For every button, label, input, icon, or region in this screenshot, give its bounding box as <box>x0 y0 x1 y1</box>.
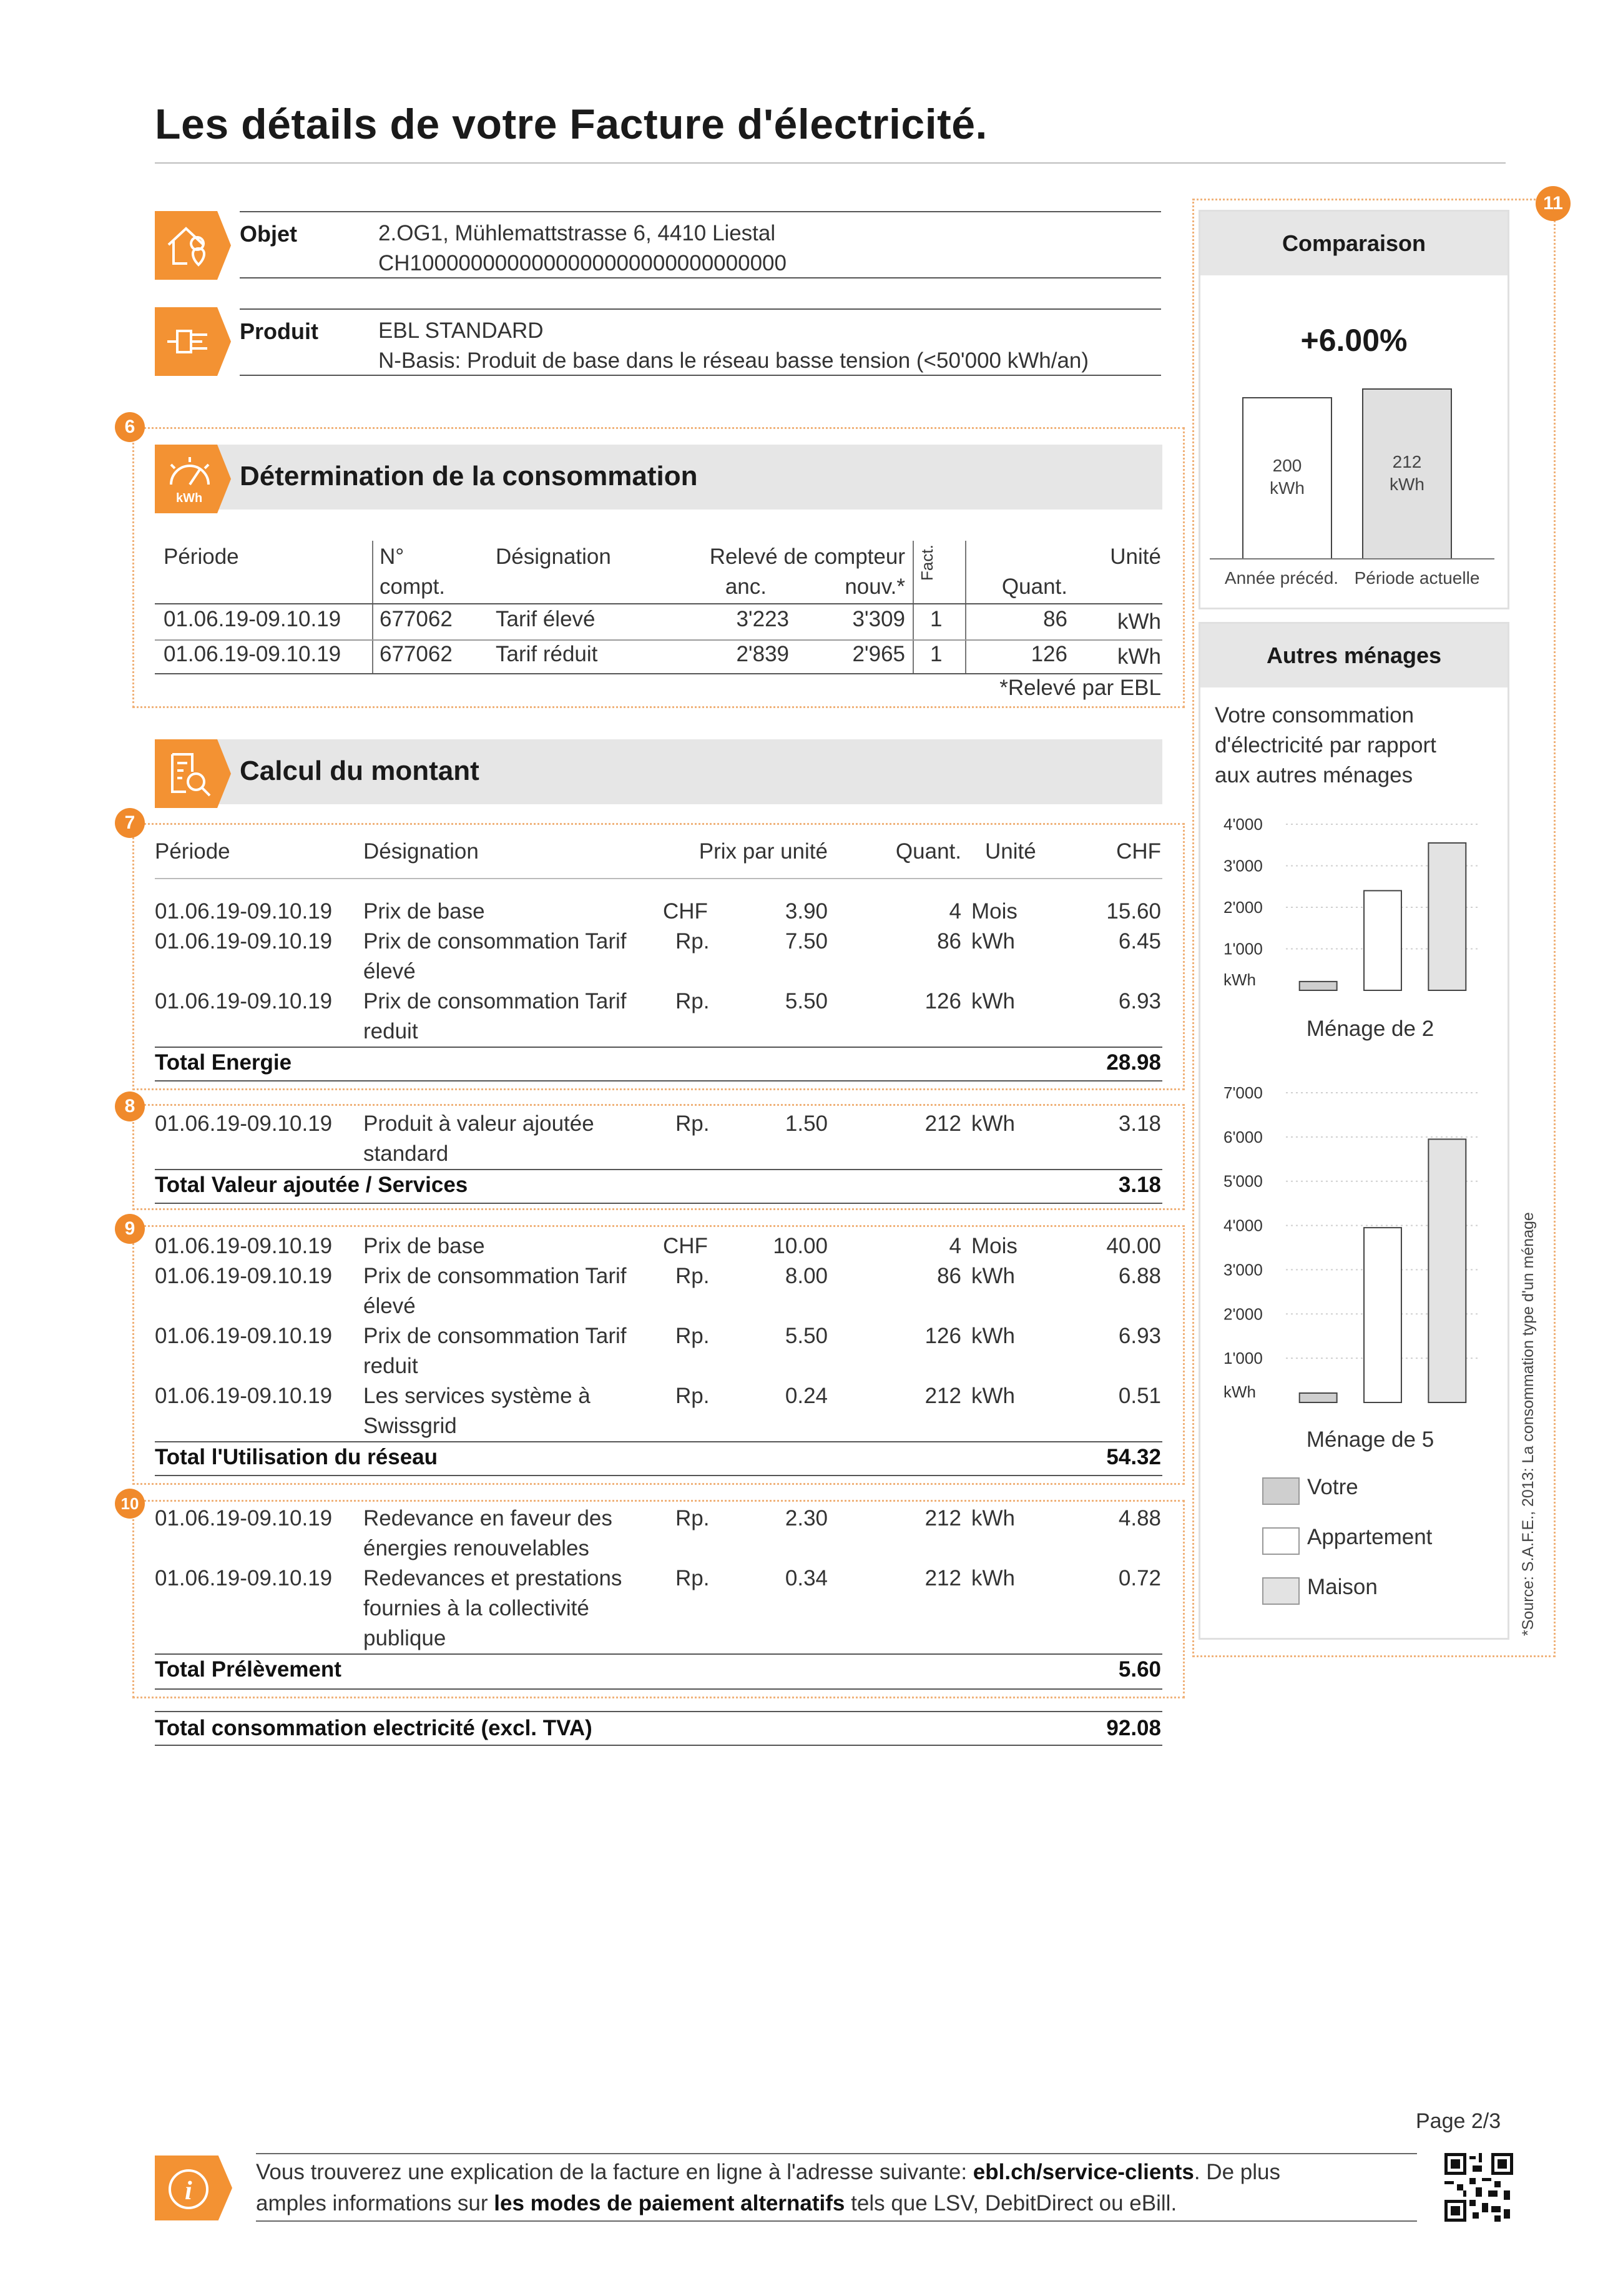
total-services-value: 3.18 <box>1118 1173 1161 1197</box>
cell-quant: 212 <box>924 1506 961 1530</box>
cell-chf: 0.51 <box>1118 1384 1161 1408</box>
col-quant: Quant. <box>1001 574 1067 599</box>
y-tick-label: 4'000 <box>1223 815 1263 834</box>
montant-title: Calcul du montant <box>240 756 479 786</box>
table-rule <box>155 1169 1162 1170</box>
cell-unite: kWh <box>971 1324 1015 1348</box>
col-nouv: nouv.* <box>845 574 905 599</box>
footer-text-part: Vous trouverez une explication de la facture en ligne à l'adresse suivante: <box>256 2160 973 2184</box>
y-tick-label: 3'000 <box>1223 1260 1263 1279</box>
cell-designation-cont: élevé <box>363 959 416 983</box>
autres-description <box>1215 701 1436 791</box>
cell-periode: 01.06.19-09.10.19 <box>155 1384 333 1408</box>
cell-prix: 1.50 <box>785 1111 828 1136</box>
cell-quant: 126 <box>924 989 961 1013</box>
cell-designation: Prix de consommation Tarif <box>363 1324 627 1348</box>
cell-designation-cont: élevé <box>363 1294 416 1318</box>
cell-currency: Rp. <box>675 1566 710 1590</box>
footer-text <box>256 2157 1280 2219</box>
cell-designation: Redevances et prestations <box>363 1566 622 1590</box>
payment-modes-text: les modes de paiement alternatifs <box>494 2191 845 2215</box>
cell-chf: 15.60 <box>1106 899 1161 924</box>
produit-description: N-Basis: Produit de base dans le réseau basse tension (<50'000 kWh/an) <box>378 348 1089 373</box>
y-tick-label: 2'000 <box>1223 898 1263 917</box>
col-compt-1: N° <box>380 544 405 569</box>
cell-periode: 01.06.19-09.10.19 <box>164 607 341 631</box>
grand-total-value: 92.08 <box>1106 1716 1161 1740</box>
table-rule <box>155 1441 1162 1442</box>
total-prelevement-value: 5.60 <box>1118 1657 1161 1682</box>
y-axis-unit: kWh <box>1223 970 1256 989</box>
cell-unite: Mois <box>971 1234 1017 1258</box>
badge-6: 6 <box>115 412 145 442</box>
cell-currency: Rp. <box>675 989 710 1013</box>
badge-7: 7 <box>115 808 145 838</box>
service-clients-link[interactable]: ebl.ch/service-clients <box>973 2160 1194 2184</box>
table-rule <box>155 1688 1162 1690</box>
cell-designation: Tarif élevé <box>496 607 596 631</box>
total-prelevement-label: Total Prélèvement <box>155 1657 341 1682</box>
cell-designation: Tarif réduit <box>496 642 598 666</box>
cell-prix: 2.30 <box>785 1506 828 1530</box>
house-location-icon <box>155 211 231 280</box>
cell-designation-cont: reduit <box>363 1019 418 1043</box>
cell-unite: kWh <box>1117 644 1161 669</box>
cell-chf: 40.00 <box>1106 1234 1161 1258</box>
page-title: Les détails de votre Facture d'électricité. <box>155 101 988 148</box>
qr-code <box>1444 2153 1513 2225</box>
y-tick-label: 2'000 <box>1223 1304 1263 1324</box>
footer-text-part: tels que LSV, DebitDirect ou eBill. <box>845 2191 1177 2215</box>
table-rule <box>155 1475 1162 1476</box>
comparaison-title: Comparaison <box>1200 212 1508 275</box>
table-rule <box>155 639 1162 641</box>
chart-menage-5-title: Ménage de 5 <box>1306 1427 1434 1452</box>
bar-maison <box>1428 1139 1466 1402</box>
cell-periode: 01.06.19-09.10.19 <box>155 1324 333 1348</box>
cell-unite: kWh <box>971 929 1015 953</box>
table-rule <box>155 1047 1162 1048</box>
badge-9: 9 <box>115 1214 145 1244</box>
cell-currency: CHF <box>663 899 708 924</box>
curr-period-label: Période actuelle <box>1354 568 1480 588</box>
curr-period-value: 212 <box>1392 452 1422 471</box>
plug-icon <box>155 307 231 376</box>
cell-fact: 1 <box>930 607 943 631</box>
chart-baseline <box>1210 558 1494 559</box>
total-services-label: Total Valeur ajoutée / Services <box>155 1173 468 1197</box>
legend-swatch-appartement <box>1262 1527 1300 1555</box>
y-tick-label: 4'000 <box>1223 1216 1263 1235</box>
cell-prix: 8.00 <box>785 1264 828 1288</box>
y-tick-label: 5'000 <box>1223 1171 1263 1191</box>
cell-unite: kWh <box>971 1566 1015 1590</box>
col-anc: anc. <box>725 574 767 599</box>
bar-votre <box>1300 1393 1337 1402</box>
svg-text:i: i <box>185 2177 192 2205</box>
col-divider <box>372 541 373 673</box>
description-line: Votre consommation <box>1215 703 1415 727</box>
col-quant: Quant. <box>895 839 961 864</box>
cell-currency: Rp. <box>675 1324 710 1348</box>
cell-unite: kWh <box>971 989 1015 1013</box>
kwh-meter-icon <box>155 445 231 513</box>
objet-address: 2.OG1, Mühlemattstrasse 6, 4410 Liestal <box>378 221 776 245</box>
legend-label: Votre <box>1307 1475 1358 1499</box>
cell-periode: 01.06.19-09.10.19 <box>155 1264 333 1288</box>
description-line: aux autres ménages <box>1215 763 1413 787</box>
cell-designation: Prix de base <box>363 899 485 924</box>
legend-swatch-votre <box>1262 1477 1300 1505</box>
cell-periode: 01.06.19-09.10.19 <box>155 989 333 1013</box>
releve-note: *Relevé par EBL <box>999 676 1161 700</box>
cell-prix: 5.50 <box>785 989 828 1013</box>
cell-designation-cont: standard <box>363 1141 449 1166</box>
col-releve: Relevé de compteur <box>709 544 905 569</box>
cell-compt: 677062 <box>380 607 453 631</box>
cell-designation: Prix de base <box>363 1234 485 1258</box>
badge-10: 10 <box>115 1489 145 1519</box>
cell-currency: Rp. <box>675 929 710 953</box>
page-number: Page 2/3 <box>1416 2109 1501 2133</box>
cell-quant: 4 <box>949 899 961 924</box>
legend-swatch-maison <box>1262 1577 1300 1605</box>
table-rule <box>155 1711 1162 1712</box>
cell-prix: 5.50 <box>785 1324 828 1348</box>
cell-prix: 3.90 <box>785 899 828 924</box>
cell-currency: CHF <box>663 1234 708 1258</box>
cell-currency: Rp. <box>675 1506 710 1530</box>
badge-8: 8 <box>115 1091 145 1121</box>
col-prix: Prix par unité <box>699 839 828 864</box>
bar-appartement <box>1364 1228 1401 1402</box>
cell-periode: 01.06.19-09.10.19 <box>164 642 341 666</box>
bar-appartement <box>1364 890 1401 990</box>
table-rule <box>155 878 1162 879</box>
cell-currency: Rp. <box>675 1111 710 1136</box>
footer-line-2 <box>256 2188 1280 2219</box>
cell-chf: 6.45 <box>1118 929 1161 953</box>
objet-row <box>240 211 1161 278</box>
produit-row <box>240 308 1161 376</box>
cell-designation: Redevance en faveur des <box>363 1506 612 1530</box>
cell-chf: 6.88 <box>1118 1264 1161 1288</box>
cell-unite: kWh <box>971 1506 1015 1530</box>
invoice-search-icon <box>155 739 231 808</box>
y-axis-unit: kWh <box>1223 1382 1256 1401</box>
cell-designation-cont: Swissgrid <box>363 1414 457 1438</box>
y-tick-label: 6'000 <box>1223 1127 1263 1146</box>
footer-text-part: amples informations sur <box>256 2191 494 2215</box>
cell-quant: 212 <box>924 1566 961 1590</box>
col-designation: Désignation <box>496 544 611 569</box>
y-tick-label: 7'000 <box>1223 1083 1263 1102</box>
cell-periode: 01.06.19-09.10.19 <box>155 1234 333 1258</box>
badge-11: 11 <box>1536 186 1571 221</box>
cell-anc: 2'839 <box>736 642 789 666</box>
cell-nouv: 2'965 <box>852 642 905 666</box>
cell-periode: 01.06.19-09.10.19 <box>155 1566 333 1590</box>
y-tick-label: 1'000 <box>1223 939 1263 958</box>
col-compt-2: compt. <box>380 574 446 599</box>
cell-quant: 212 <box>924 1384 961 1408</box>
objet-meter-id: CH1000000000000000000000000000000 <box>378 251 787 275</box>
cell-chf: 6.93 <box>1118 989 1161 1013</box>
cell-designation-cont: reduit <box>363 1354 418 1378</box>
chart-menage-2-title: Ménage de 2 <box>1306 1017 1434 1041</box>
cell-prix: 10.00 <box>773 1234 828 1258</box>
cell-quant: 126 <box>924 1324 961 1348</box>
cell-quant: 86 <box>937 1264 961 1288</box>
chart-menage-2 <box>1223 812 1492 999</box>
cell-quant: 212 <box>924 1111 961 1136</box>
cell-periode: 01.06.19-09.10.19 <box>155 1111 333 1136</box>
col-periode: Période <box>164 544 239 569</box>
cell-unite: Mois <box>971 899 1017 924</box>
curr-period-bar <box>1362 388 1452 559</box>
col-divider <box>965 541 966 673</box>
col-fact: Fact. <box>918 544 936 581</box>
objet-value <box>378 219 787 278</box>
montant-header <box>155 739 1162 804</box>
cell-prix: 7.50 <box>785 929 828 953</box>
footer-line-1 <box>256 2157 1280 2188</box>
prev-year-unit: kWh <box>1270 478 1305 498</box>
cell-unite: kWh <box>971 1384 1015 1408</box>
grand-total-label: Total consommation electricité (excl. TVA) <box>155 1716 592 1740</box>
footer-rule <box>256 2153 1417 2154</box>
cell-designation-cont: publique <box>363 1626 446 1650</box>
title-divider <box>155 162 1506 164</box>
prev-year-value: 200 <box>1272 456 1302 475</box>
table-rule <box>155 673 1162 674</box>
description-line: d'électricité par rapport <box>1215 733 1436 757</box>
produit-value <box>378 316 1089 376</box>
autres-menages-title: Autres ménages <box>1200 624 1508 687</box>
cell-periode: 01.06.19-09.10.19 <box>155 929 333 953</box>
cell-designation: Prix de consommation Tarif <box>363 1264 627 1288</box>
cell-compt: 677062 <box>380 642 453 666</box>
cell-designation: Prix de consommation Tarif <box>363 929 627 953</box>
table-rule <box>155 1080 1162 1081</box>
cell-unite: kWh <box>1117 609 1161 634</box>
cell-quant: 4 <box>949 1234 961 1258</box>
cell-currency: Rp. <box>675 1264 710 1288</box>
cell-prix: 0.34 <box>785 1566 828 1590</box>
cell-nouv: 3'309 <box>852 607 905 631</box>
cell-currency: Rp. <box>675 1384 710 1408</box>
total-energie-value: 28.98 <box>1106 1050 1161 1075</box>
comparaison-change: +6.00% <box>1300 323 1408 358</box>
svg-text:kWh: kWh <box>176 491 203 505</box>
total-reseau-label: Total l'Utilisation du réseau <box>155 1445 438 1469</box>
chart-menage-5 <box>1223 1080 1492 1411</box>
total-energie-label: Total Energie <box>155 1050 292 1075</box>
info-icon <box>155 2156 232 2220</box>
y-tick-label: 1'000 <box>1223 1349 1263 1368</box>
produit-name: EBL STANDARD <box>378 318 544 343</box>
cell-prix: 0.24 <box>785 1384 828 1408</box>
cell-designation: Produit à valeur ajoutée <box>363 1111 594 1136</box>
y-tick-label: 3'000 <box>1223 856 1263 875</box>
footer-text-part: . De plus <box>1194 2160 1280 2184</box>
legend-label: Maison <box>1307 1575 1378 1599</box>
cell-designation: Les services système à <box>363 1384 591 1408</box>
cell-chf: 3.18 <box>1118 1111 1161 1136</box>
chart-menage-5-svg <box>1223 1080 1492 1411</box>
col-divider <box>913 541 914 673</box>
curr-period-unit: kWh <box>1390 475 1424 494</box>
cell-chf: 0.72 <box>1118 1566 1161 1590</box>
consommation-header <box>155 445 1162 510</box>
cell-unite: kWh <box>971 1111 1015 1136</box>
cell-designation-cont: fournies à la collectivité <box>363 1596 589 1620</box>
chart-menage-2-svg <box>1223 812 1492 999</box>
objet-label: Objet <box>240 221 298 247</box>
col-unite: Unité <box>1110 544 1161 569</box>
bar-maison <box>1428 843 1466 990</box>
table-rule <box>155 1745 1162 1746</box>
cell-periode: 01.06.19-09.10.19 <box>155 1506 333 1530</box>
table-rule <box>155 603 1162 604</box>
total-reseau-value: 54.32 <box>1106 1445 1161 1469</box>
cell-unite: kWh <box>971 1264 1015 1288</box>
cell-designation: Prix de consommation Tarif <box>363 989 627 1013</box>
cell-fact: 1 <box>930 642 943 666</box>
table-rule <box>155 1203 1162 1204</box>
col-chf: CHF <box>1116 839 1161 864</box>
cell-periode: 01.06.19-09.10.19 <box>155 899 333 924</box>
footer-rule <box>256 2220 1417 2222</box>
consommation-title: Détermination de la consommation <box>240 461 698 491</box>
prev-year-label: Année précéd. <box>1224 568 1339 588</box>
cell-chf: 4.88 <box>1118 1506 1161 1530</box>
bar-votre <box>1300 982 1337 990</box>
cell-chf: 6.93 <box>1118 1324 1161 1348</box>
col-unite: Unité <box>985 839 1036 864</box>
produit-label: Produit <box>240 318 318 344</box>
cell-designation-cont: énergies renouvelables <box>363 1536 589 1560</box>
cell-anc: 3'223 <box>736 607 789 631</box>
col-periode: Période <box>155 839 230 864</box>
table-rule <box>155 1653 1162 1655</box>
legend-label: Appartement <box>1307 1525 1433 1549</box>
col-designation: Désignation <box>363 839 479 864</box>
source-note: *Source: S.A.F.E., 2013: La consommation type d'un ménage <box>1519 1212 1537 1636</box>
cell-quant: 86 <box>937 929 961 953</box>
cell-quant: 86 <box>1043 607 1067 631</box>
cell-quant: 126 <box>1031 642 1067 666</box>
